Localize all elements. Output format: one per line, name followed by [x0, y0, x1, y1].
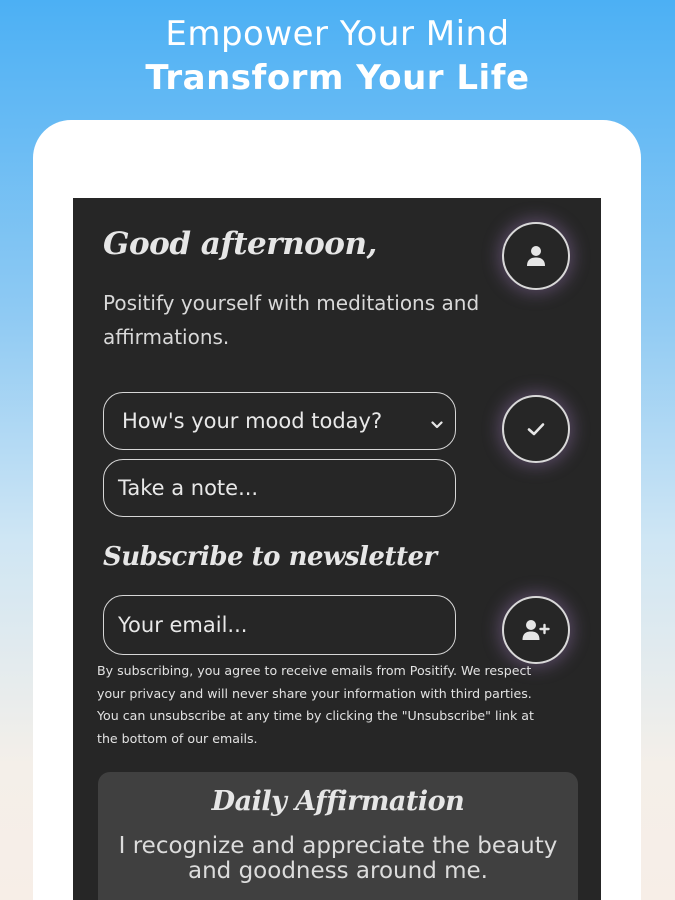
user-icon — [526, 245, 546, 267]
email-field-placeholder: Your email... — [118, 613, 248, 637]
check-icon — [526, 421, 546, 437]
mood-select-value: How's your mood today? — [122, 409, 383, 433]
greeting-title: Good afternoon, — [103, 226, 377, 262]
email-field[interactable] — [103, 595, 456, 655]
mood-select[interactable] — [103, 392, 456, 450]
newsletter-title: Subscribe to newsletter — [103, 542, 437, 572]
affirmation-text: I recognize and appreciate the beauty and goodness around me. — [118, 833, 558, 884]
newsletter-disclaimer: By subscribing, you agree to receive emails from Positify. We respect your privacy and will never share your information with third parties. You can unsubscribe at any time by clicking the "Unsubscribe" link at the bottom of our emails. — [97, 663, 534, 746]
greeting-subtitle: Positify yourself with meditations and affirmations. — [103, 291, 480, 349]
promo-headline-line1: Empower Your Mind — [165, 14, 510, 54]
app-screen — [73, 198, 601, 900]
affirmation-title: Daily Affirmation — [211, 786, 465, 817]
subscribe-button[interactable] — [502, 596, 570, 664]
chevron-down-icon — [431, 411, 443, 435]
mood-submit-button[interactable] — [502, 395, 570, 463]
profile-button[interactable] — [502, 222, 570, 290]
user-plus-icon — [522, 619, 550, 641]
note-input[interactable] — [103, 459, 456, 517]
promo-headline-line2: Transform Your Life — [145, 58, 530, 98]
note-input-placeholder: Take a note... — [118, 476, 259, 500]
daily-affirmation-card — [98, 772, 578, 900]
